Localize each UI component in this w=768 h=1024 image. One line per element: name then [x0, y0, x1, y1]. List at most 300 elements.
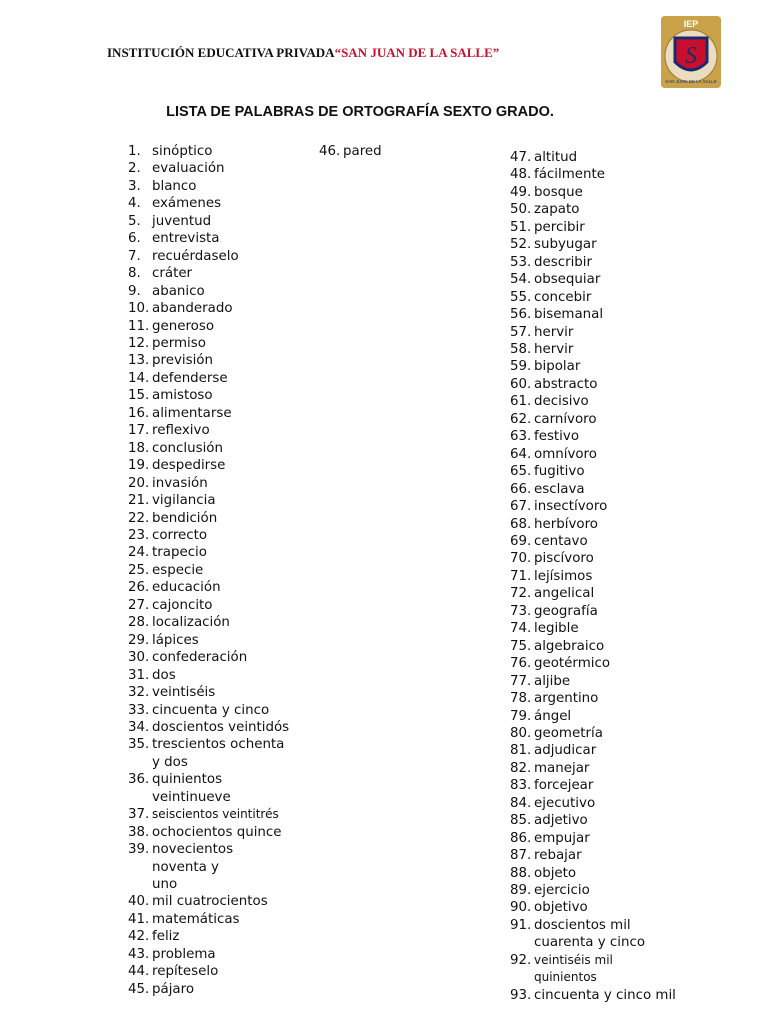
item-word: geometría: [534, 725, 603, 741]
list-item: [128, 387, 289, 404]
item-word: conclusión: [152, 440, 223, 456]
item-number: 14.: [128, 370, 150, 386]
item-number: 70.: [510, 551, 532, 567]
item-word: veintiséis: [152, 685, 216, 701]
item-number: 51.: [510, 219, 532, 235]
item-word: describir: [534, 254, 593, 270]
item-word: mil cuatrocientos: [152, 894, 268, 910]
item-number: 62.: [510, 411, 532, 427]
item-word: blanco: [152, 178, 197, 194]
item-number: 48.: [510, 167, 532, 183]
list-item: [510, 254, 676, 271]
list-item: [128, 265, 289, 282]
item-word: angelical: [534, 586, 595, 602]
item-number: 16.: [128, 405, 150, 421]
item-number: 77.: [510, 673, 532, 689]
list-item: [319, 143, 382, 160]
list-item: [128, 719, 289, 736]
list-item: [128, 143, 289, 160]
item-word: alimentarse: [152, 405, 232, 421]
word-list-column-2: [319, 143, 382, 160]
list-item: [128, 510, 289, 527]
item-number: 34.: [128, 719, 150, 735]
list-item: [128, 318, 289, 335]
item-word: obsequiar: [534, 272, 601, 288]
list-item: [128, 702, 289, 719]
item-number: 27.: [128, 597, 150, 613]
item-number: 15.: [128, 388, 150, 404]
item-word: vigilancia: [152, 493, 216, 509]
item-number: 7.: [128, 248, 141, 264]
item-word: trapecio: [152, 545, 207, 561]
list-item: [128, 370, 289, 387]
list-item: [128, 667, 289, 684]
item-word: especie: [152, 562, 204, 578]
item-word: bendición: [152, 510, 218, 526]
item-word: esclava: [534, 481, 585, 497]
list-item: [128, 771, 289, 788]
institution-name: “SAN JUAN DE LA SALLE”: [334, 45, 500, 60]
list-item: [128, 597, 289, 614]
item-word: adjetivo: [534, 813, 588, 829]
item-number: 40.: [128, 894, 150, 910]
list-item: [128, 579, 289, 596]
list-item: [510, 481, 676, 498]
item-number: 73.: [510, 603, 532, 619]
item-word: cincuenta y cinco: [152, 702, 270, 718]
item-word: y dos: [152, 754, 188, 770]
item-word: cincuenta y cinco mil: [534, 987, 676, 1003]
list-item: [128, 684, 289, 701]
item-word: localización: [152, 615, 230, 631]
item-number: 86.: [510, 830, 532, 846]
item-number: 33.: [128, 702, 150, 718]
list-item: [510, 830, 676, 847]
item-word: seiscientos veintitrés: [152, 807, 279, 822]
item-number: 44.: [128, 964, 150, 980]
item-number: 1.: [128, 144, 141, 159]
list-item: [510, 358, 676, 375]
item-word: pájaro: [152, 981, 195, 997]
item-word: defenderse: [152, 370, 228, 386]
list-item: [128, 422, 289, 439]
list-item: [510, 428, 676, 445]
list-item: [128, 876, 289, 893]
list-item: [128, 754, 289, 771]
item-number: 92.: [510, 952, 532, 968]
item-word: reflexivo: [152, 423, 210, 439]
item-word: objeto: [534, 865, 577, 881]
item-word: geografía: [534, 603, 598, 619]
item-word: problema: [152, 946, 216, 962]
item-word: quinientos: [152, 772, 223, 788]
item-number: 57.: [510, 324, 532, 340]
item-number: 81.: [510, 743, 532, 759]
list-item: [510, 969, 676, 986]
item-number: 56.: [510, 307, 532, 323]
item-number: 21.: [128, 493, 150, 509]
list-item: [510, 865, 676, 882]
list-item: [510, 289, 676, 306]
item-word: entrevista: [152, 231, 220, 247]
logo-emblem-letter: S: [685, 43, 697, 69]
list-item: [510, 760, 676, 777]
list-item: [510, 411, 676, 428]
item-number: 79.: [510, 708, 532, 724]
item-word: doscientos mil: [534, 917, 631, 933]
item-number: 24.: [128, 545, 150, 561]
list-item: [128, 806, 289, 823]
item-word: juventud: [152, 213, 212, 229]
item-word: subyugar: [534, 237, 597, 253]
list-item: [510, 201, 676, 218]
item-word: recuérdaselo: [152, 248, 239, 264]
item-word: despedirse: [152, 458, 226, 474]
list-item: [128, 405, 289, 422]
item-word: uno: [152, 877, 178, 893]
item-word: fugitivo: [534, 464, 585, 480]
item-word: bosque: [534, 184, 583, 200]
list-item: [510, 498, 676, 515]
item-number: 12.: [128, 335, 150, 351]
list-item: [510, 236, 676, 253]
item-word: argentino: [534, 691, 599, 707]
item-word: abstracto: [534, 376, 598, 392]
item-word: previsión: [152, 353, 213, 369]
list-item: [510, 638, 676, 655]
list-item: [510, 987, 676, 1004]
item-word: hervir: [534, 341, 574, 357]
item-word: sinóptico: [152, 144, 213, 159]
item-word: repíteselo: [152, 964, 219, 980]
list-item: [510, 568, 676, 585]
item-number: 29.: [128, 632, 150, 648]
item-number: 90.: [510, 900, 532, 916]
item-word: ángel: [534, 708, 572, 724]
item-number: 59.: [510, 359, 532, 375]
list-item: [510, 341, 676, 358]
item-word: permiso: [152, 335, 206, 351]
item-word: aljibe: [534, 673, 571, 689]
item-word: legible: [534, 621, 579, 637]
list-item: [128, 562, 289, 579]
item-number: 47.: [510, 150, 532, 165]
item-number: 3.: [128, 178, 141, 194]
item-word: cráter: [152, 266, 193, 282]
item-word: herbívoro: [534, 516, 598, 532]
list-item: [510, 463, 676, 480]
list-item: [128, 789, 289, 806]
item-number: [128, 859, 152, 876]
item-number: 10.: [128, 301, 150, 317]
item-number: 30.: [128, 650, 150, 666]
list-item: [128, 492, 289, 509]
word-list-column-1: [128, 143, 289, 998]
item-word: centavo: [534, 533, 588, 549]
item-word: festivo: [534, 429, 580, 445]
item-number: 32.: [128, 685, 150, 701]
item-word: geotérmico: [534, 656, 611, 672]
list-item: [128, 859, 289, 876]
item-word: decisivo: [534, 394, 589, 410]
list-item: [128, 230, 289, 247]
item-word: evaluación: [152, 161, 225, 177]
item-number: [128, 754, 152, 771]
item-word: forcejear: [534, 778, 594, 794]
item-number: 2.: [128, 161, 141, 177]
list-item: [128, 649, 289, 666]
item-word: omnívoro: [534, 446, 597, 462]
item-word: novecientos: [152, 842, 234, 858]
item-number: 54.: [510, 272, 532, 288]
item-number: 75.: [510, 638, 532, 654]
list-item: [510, 742, 676, 759]
item-number: 11.: [128, 318, 150, 334]
list-item: [510, 882, 676, 899]
item-number: 25.: [128, 562, 150, 578]
page-title: LISTA DE PALABRAS DE ORTOGRAFÍA SEXTO GRADO.: [166, 104, 554, 120]
item-word: dos: [152, 667, 176, 683]
item-word: correcto: [152, 527, 208, 543]
item-word: bisemanal: [534, 307, 604, 323]
item-word: empujar: [534, 830, 590, 846]
item-number: 28.: [128, 615, 150, 631]
item-word: objetivo: [534, 900, 588, 916]
list-item: [128, 352, 289, 369]
item-number: [510, 969, 534, 986]
item-number: 60.: [510, 376, 532, 392]
list-item: [128, 841, 289, 858]
item-word: confederación: [152, 650, 248, 666]
item-word: veintiséis mil: [534, 952, 613, 967]
list-item: [510, 620, 676, 637]
item-number: 78.: [510, 691, 532, 707]
item-number: 37.: [128, 807, 150, 823]
item-number: 50.: [510, 202, 532, 218]
item-number: 19.: [128, 458, 150, 474]
list-item: [128, 928, 289, 945]
list-item: [128, 248, 289, 265]
item-number: 88.: [510, 865, 532, 881]
list-item: [128, 963, 289, 980]
list-item: [128, 195, 289, 212]
list-item: [128, 544, 289, 561]
item-word: abanico: [152, 283, 205, 299]
list-item: [510, 324, 676, 341]
item-word: abanderado: [152, 301, 233, 317]
item-word: invasión: [152, 475, 208, 491]
item-word: quinientos: [534, 970, 597, 985]
item-number: 5.: [128, 213, 141, 229]
item-number: 76.: [510, 656, 532, 672]
item-number: 63.: [510, 429, 532, 445]
list-item: [510, 271, 676, 288]
list-item: [510, 952, 676, 969]
list-item: [128, 440, 289, 457]
list-item: [510, 166, 676, 183]
item-word: lápices: [152, 632, 199, 648]
item-word: matemáticas: [152, 911, 240, 927]
list-item: [510, 376, 676, 393]
item-number: 9.: [128, 283, 141, 299]
list-item: [128, 946, 289, 963]
item-number: [128, 876, 152, 893]
list-item: [128, 824, 289, 841]
item-number: 22.: [128, 510, 150, 526]
list-item: [510, 184, 676, 201]
item-word: generoso: [152, 318, 215, 334]
item-number: 58.: [510, 341, 532, 357]
item-word: percibir: [534, 219, 585, 235]
school-logo: [661, 16, 721, 88]
item-word: feliz: [152, 929, 180, 945]
item-word: trescientos ochenta: [152, 737, 285, 753]
item-word: ochocientos quince: [152, 824, 282, 840]
list-item: [510, 795, 676, 812]
item-word: noventa y: [152, 859, 219, 875]
item-number: 31.: [128, 667, 150, 683]
list-item: [510, 446, 676, 463]
item-number: 38.: [128, 824, 150, 840]
list-item: [510, 306, 676, 323]
item-number: 41.: [128, 911, 150, 927]
item-number: 83.: [510, 778, 532, 794]
item-number: 82.: [510, 760, 532, 776]
list-item: [510, 533, 676, 550]
item-number: 13.: [128, 353, 150, 369]
item-number: 45.: [128, 981, 150, 997]
item-number: 36.: [128, 772, 150, 788]
item-number: 53.: [510, 254, 532, 270]
list-item: [510, 550, 676, 567]
list-item: [510, 219, 676, 236]
item-word: pared: [343, 144, 382, 159]
item-number: 65.: [510, 464, 532, 480]
list-item: [510, 725, 676, 742]
item-number: 69.: [510, 533, 532, 549]
list-item: [510, 917, 676, 934]
item-number: 61.: [510, 394, 532, 410]
item-number: 67.: [510, 499, 532, 515]
item-number: 68.: [510, 516, 532, 532]
item-number: 66.: [510, 481, 532, 497]
item-number: 42.: [128, 929, 150, 945]
item-word: fácilmente: [534, 167, 605, 183]
item-number: 4.: [128, 196, 141, 212]
item-word: veintinueve: [152, 789, 231, 805]
list-item: [128, 283, 289, 300]
item-number: 6.: [128, 231, 141, 247]
list-item: [128, 475, 289, 492]
item-word: altitud: [534, 150, 578, 165]
item-number: 49.: [510, 184, 532, 200]
item-number: 71.: [510, 568, 532, 584]
item-number: 46.: [319, 144, 341, 159]
list-item: [128, 160, 289, 177]
item-word: doscientos veintidós: [152, 719, 290, 735]
list-item: [128, 178, 289, 195]
word-list-column-3: [510, 149, 676, 1004]
list-item: [128, 614, 289, 631]
list-item: [128, 736, 289, 753]
item-number: 93.: [510, 987, 532, 1003]
item-number: 64.: [510, 446, 532, 462]
list-item: [128, 527, 289, 544]
item-word: amistoso: [152, 388, 213, 404]
list-item: [510, 585, 676, 602]
item-number: 26.: [128, 580, 150, 596]
list-item: [128, 911, 289, 928]
item-word: ejecutivo: [534, 795, 596, 811]
list-item: [510, 516, 676, 533]
institution-header: [107, 45, 499, 61]
item-word: algebraico: [534, 638, 605, 654]
item-word: rebajar: [534, 848, 582, 864]
list-item: [128, 632, 289, 649]
item-number: 89.: [510, 883, 532, 899]
logo-top-text: IEP: [683, 19, 699, 29]
item-word: zapato: [534, 202, 580, 218]
list-item: [510, 393, 676, 410]
list-item: [510, 934, 676, 951]
list-item: [510, 777, 676, 794]
item-number: 23.: [128, 527, 150, 543]
list-item: [128, 213, 289, 230]
item-word: exámenes: [152, 196, 222, 212]
list-item: [128, 893, 289, 910]
item-number: 84.: [510, 795, 532, 811]
item-number: [128, 789, 152, 806]
item-number: 35.: [128, 737, 150, 753]
list-item: [510, 655, 676, 672]
item-number: 80.: [510, 725, 532, 741]
item-number: 8.: [128, 266, 141, 282]
item-word: manejar: [534, 760, 590, 776]
item-word: insectívoro: [534, 499, 608, 515]
item-number: 43.: [128, 946, 150, 962]
item-word: concebir: [534, 289, 592, 305]
list-item: [510, 847, 676, 864]
item-number: 87.: [510, 848, 532, 864]
item-word: cuarenta y cinco: [534, 935, 646, 951]
item-number: 72.: [510, 586, 532, 602]
list-item: [128, 335, 289, 352]
item-number: 52.: [510, 237, 532, 253]
item-word: piscívoro: [534, 551, 594, 567]
item-number: 91.: [510, 917, 532, 933]
logo-ring-text: SAN JUAN DE LA SALLE: [665, 79, 717, 84]
list-item: [128, 300, 289, 317]
item-number: 17.: [128, 423, 150, 439]
item-word: cajoncito: [152, 597, 213, 613]
list-item: [510, 708, 676, 725]
list-item: [128, 981, 289, 998]
item-word: bipolar: [534, 359, 581, 375]
item-number: [510, 934, 534, 951]
institution-prefix: INSTITUCIÓN EDUCATIVA PRIVADA: [107, 45, 335, 60]
list-item: [510, 812, 676, 829]
item-word: ejercicio: [534, 883, 590, 899]
list-item: [510, 690, 676, 707]
list-item: [510, 899, 676, 916]
item-word: educación: [152, 580, 221, 596]
item-number: 18.: [128, 440, 150, 456]
list-item: [510, 149, 676, 166]
item-number: 74.: [510, 621, 532, 637]
list-item: [510, 673, 676, 690]
item-number: 55.: [510, 289, 532, 305]
item-word: hervir: [534, 324, 574, 340]
